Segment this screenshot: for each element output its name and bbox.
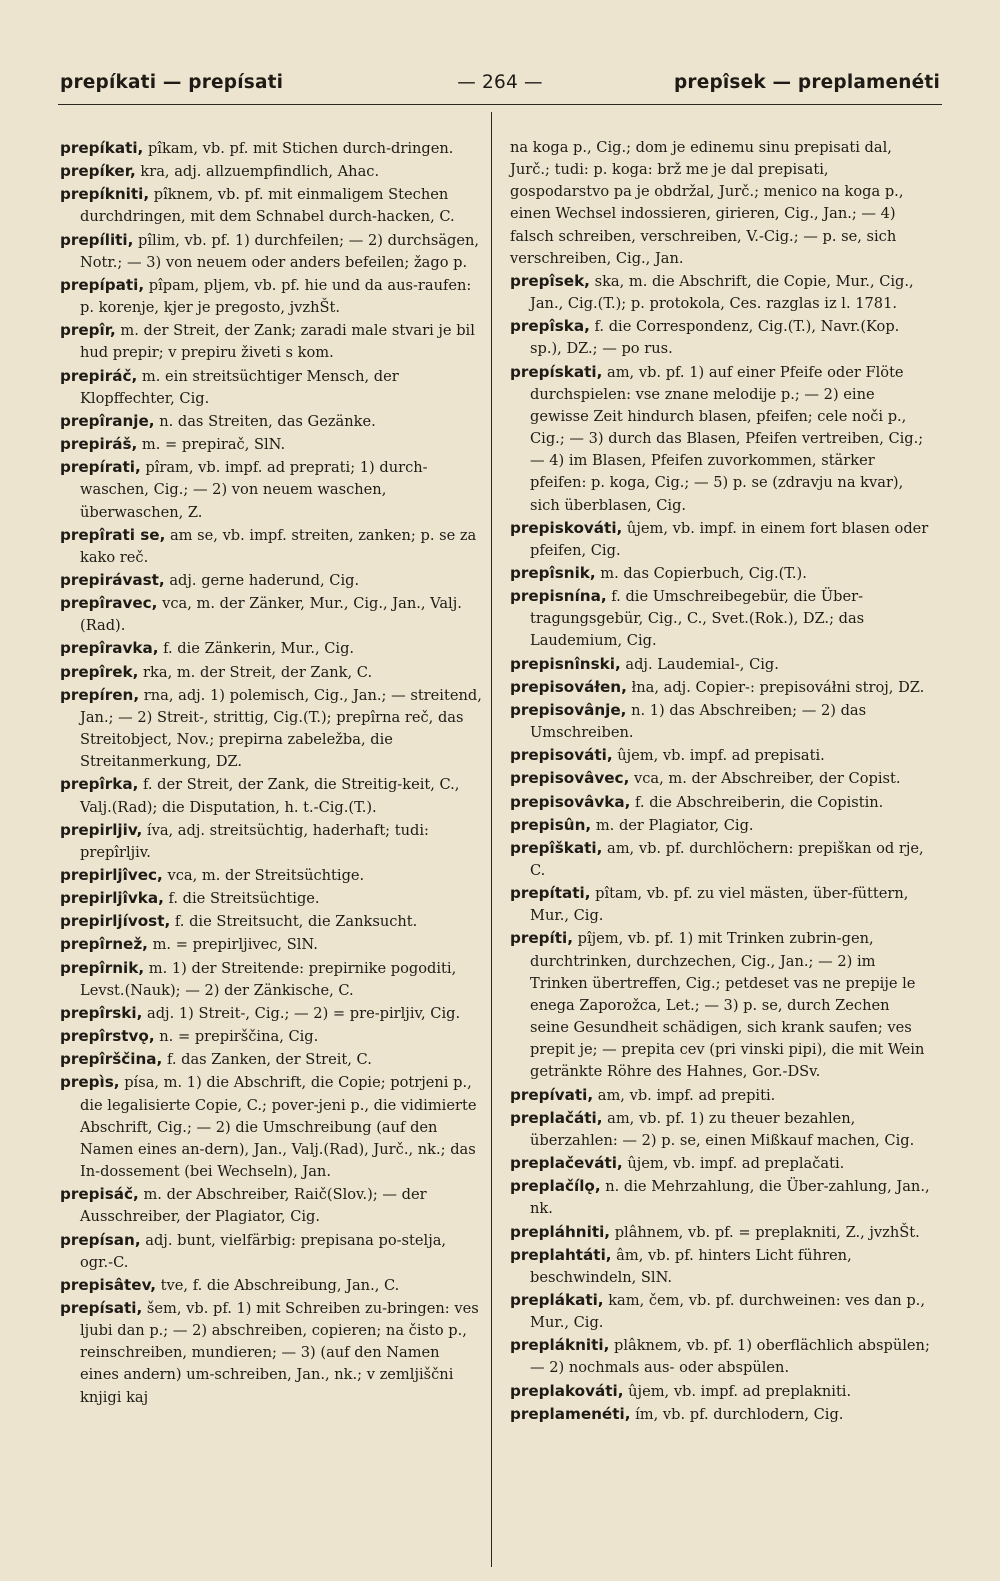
entry-definition: písa, m. 1) die Abschrift, die Copie; potrjeni p., die legalisierte Copie, C.; pover-jeni p., die vidimierte Abschrift, Cig.; — 2) die Umschreibung (auf den Namen eines an-dern), Jan., Valj.(Rad), Jurč., nk.; das In-dossement (bei Wechseln), Jan. bbox=[80, 1074, 477, 1181]
entry-definition: rka, m. der Streit, der Zank, C. bbox=[138, 663, 373, 681]
dictionary-entry bbox=[510, 1175, 932, 1220]
dictionary-entry bbox=[60, 957, 482, 1002]
dictionary-entry bbox=[510, 517, 932, 562]
dictionary-entry bbox=[510, 1289, 932, 1334]
dictionary-entry bbox=[510, 1334, 932, 1379]
entry-definition: n. die Mehrzahlung, die Über-zahlung, Jan., nk. bbox=[530, 1178, 930, 1218]
entry-definition: vca, m. der Zänker, Mur., Cig., Jan., Valj.(Rad). bbox=[80, 595, 462, 635]
entry-headword: prepisnína, bbox=[510, 587, 607, 606]
entry-definition: m. = prepirljivec, SlN. bbox=[147, 936, 318, 954]
dictionary-entry bbox=[60, 319, 482, 364]
left-column bbox=[60, 137, 482, 1409]
dictionary-entry bbox=[60, 933, 482, 956]
entry-definition: am se, vb. impf. streiten, zanken; p. se za kako reč. bbox=[80, 526, 477, 566]
right-column bbox=[510, 137, 932, 1426]
entry-headword: prepisáč, bbox=[60, 1185, 139, 1204]
entry-definition: am, vb. impf. ad prepiti. bbox=[593, 1086, 776, 1104]
entry-definition: f. die Umschreibegebür, die Über-tragungsgebür, Cig., C., Svet.(Rok.), DZ.; das Laudemium, Cig. bbox=[530, 588, 865, 650]
entry-headword: preplačáti, bbox=[510, 1108, 603, 1127]
dictionary-entry bbox=[60, 137, 482, 160]
entry-headword: prepîranje, bbox=[60, 411, 155, 430]
entry-definition: âm, vb. pf. hinters Licht führen, beschwindeln, SlN. bbox=[530, 1246, 852, 1286]
entry-headword: prepirávast, bbox=[60, 570, 165, 589]
dictionary-entry bbox=[510, 1221, 932, 1244]
entry-definition: ûjem, vb. impf. ad preplakniti. bbox=[623, 1382, 852, 1400]
entry-definition: am, vb. pf. 1) zu theuer bezahlen, überzahlen: — 2) p. se, einen Mißkauf machen, Cig. bbox=[530, 1109, 915, 1149]
entry-headword: prepísan, bbox=[60, 1230, 141, 1249]
entry-headword: prepîr, bbox=[60, 321, 116, 340]
entry-headword: prepîravka, bbox=[60, 639, 159, 658]
entry-headword: prepíren, bbox=[60, 685, 140, 704]
dictionary-entry bbox=[510, 1084, 932, 1107]
entry-headword: preplákati, bbox=[510, 1290, 604, 1309]
entry-headword: prepirljîvka, bbox=[60, 889, 164, 908]
entry-headword: prepirljiv, bbox=[60, 820, 143, 839]
dictionary-entry bbox=[60, 1183, 482, 1228]
entry-headword: prepîrščina, bbox=[60, 1050, 163, 1069]
entry-headword: prepláhniti, bbox=[510, 1222, 611, 1241]
dictionary-entry bbox=[510, 1380, 932, 1403]
entry-definition: adj. Laudemial-, Cig. bbox=[620, 655, 779, 673]
entry-headword: prepíkniti, bbox=[60, 185, 150, 204]
dictionary-entry bbox=[60, 1297, 482, 1409]
dictionary-entry bbox=[510, 814, 932, 837]
entry-headword: prepîrski, bbox=[60, 1003, 143, 1022]
entry-definition: f. die Zänkerin, Mur., Cig. bbox=[158, 640, 355, 658]
entry-headword: prepísati, bbox=[60, 1298, 143, 1317]
entry-headword: prepisováti, bbox=[510, 746, 613, 765]
dictionary-entry bbox=[60, 229, 482, 274]
entry-headword: prepisovâvka, bbox=[510, 792, 631, 811]
entry-headword: prepíliti, bbox=[60, 230, 134, 249]
entry-headword: prepîravec, bbox=[60, 594, 158, 613]
header-right-guideword: prepîsek — preplamenéti bbox=[673, 72, 940, 93]
entry-definition: am, vb. pf. durchlöchern: prepiškan od rje, C. bbox=[530, 839, 924, 879]
dictionary-entry bbox=[60, 819, 482, 864]
dictionary-entry bbox=[510, 791, 932, 814]
entry-headword: prepíti, bbox=[510, 929, 573, 948]
entry-definition: adj. bunt, vielfärbig: prepisana po-stelja, ogr.-C. bbox=[80, 1231, 447, 1271]
dictionary-entry bbox=[60, 887, 482, 910]
entry-definition: ûjem, vb. impf. in einem fort blasen oder pfeifen, Cig. bbox=[530, 519, 929, 559]
dictionary-entry bbox=[60, 1071, 482, 1183]
dictionary-entry bbox=[60, 661, 482, 684]
dictionary-entry bbox=[60, 1274, 482, 1297]
dictionary-entry bbox=[60, 1048, 482, 1071]
dictionary-entry bbox=[60, 1025, 482, 1048]
dictionary-entry bbox=[510, 1152, 932, 1175]
dictionary-entry bbox=[510, 927, 932, 1083]
dictionary-entry bbox=[60, 773, 482, 818]
dictionary-entry bbox=[510, 653, 932, 676]
entry-headword: prepisovâvec, bbox=[510, 769, 630, 788]
dictionary-entry bbox=[510, 676, 932, 699]
dictionary-entry bbox=[510, 1403, 932, 1426]
entry-definition: f. die Streitsucht, die Zanksucht. bbox=[170, 913, 418, 931]
entry-definition: pîknem, vb. pf. mit einmaligem Stechen durchdringen, mit dem Schnabel durch-hacken, C. bbox=[80, 186, 455, 226]
entry-definition: šem, vb. pf. 1) mit Schreiben zu-bringen: ves ljubi dan p.; — 2) abschreiben, copieren; na čisto p., reinschreiben, mundieren; — 3) (auf den Namen eines andern) um-schreiben, Jan., nk.; v zemljiščni knjigi kaj bbox=[80, 1299, 479, 1406]
entry-headword: prepípati, bbox=[60, 275, 145, 294]
entry-definition: pîpam, pljem, vb. pf. hie und da aus-raufen: p. korenje, kjer je pregosto, jvzhŠt. bbox=[80, 276, 472, 317]
entry-definition: f. die Abschreiberin, die Copistin. bbox=[630, 793, 884, 811]
entry-headword: prepiráš, bbox=[60, 435, 138, 454]
entry-headword: prepisováłen, bbox=[510, 677, 627, 696]
entry-headword: prepirljívost, bbox=[60, 912, 171, 931]
entry-definition: f. das Zanken, der Streit, C. bbox=[162, 1051, 372, 1069]
entry-definition: f. die Correspondenz, Cig.(T.), Navr.(Kop. sp.), DZ.; — po rus. bbox=[530, 318, 900, 358]
dictionary-entry bbox=[60, 410, 482, 433]
entry-definition: rna, adj. 1) polemisch, Cig., Jan.; — streitend, Jan.; — 2) Streit-, strittig, Cig.(T.); prepîrna reč, das Streitobject, Nov.; prepirna zabeležba, die Streitanmerkung, DZ. bbox=[80, 686, 482, 771]
entry-definition: pîkam, vb. pf. mit Stichen durch-dringen. bbox=[143, 140, 454, 157]
dictionary-entry bbox=[60, 160, 482, 183]
entry-definition: adj. 1) Streit-, Cig.; — 2) = pre-pirljiv, Cig. bbox=[142, 1004, 461, 1022]
entry-headword: prepîrnež, bbox=[60, 935, 148, 954]
dictionary-entry bbox=[60, 456, 482, 523]
entry-definition: kam, čem, vb. pf. durchweinen: ves dan p., Mur., Cig. bbox=[530, 1291, 925, 1332]
dictionary-entry bbox=[510, 837, 932, 882]
dictionary-entry bbox=[60, 910, 482, 933]
entry-headword: prepiráč, bbox=[60, 366, 138, 385]
dictionary-entry bbox=[60, 183, 482, 228]
entry-definition: ûjem, vb. impf. ad prepisati. bbox=[612, 747, 825, 765]
dictionary-entry bbox=[510, 744, 932, 767]
entry-headword: prepirljîvec, bbox=[60, 866, 163, 884]
entry-headword: prepîrnik, bbox=[60, 958, 145, 977]
entry-definition: m. ein streitsüchtiger Mensch, der Klopffechter, Cig. bbox=[80, 367, 399, 407]
entry-headword: prepîškati, bbox=[510, 838, 603, 857]
entry-definition: íva, adj. streitsüchtig, haderhaft; tudi: prepîrljiv. bbox=[80, 821, 429, 861]
entry-headword: prepìs, bbox=[60, 1073, 120, 1092]
entry-headword: prepisûn, bbox=[510, 815, 592, 834]
entry-definition: m. 1) der Streitende: prepirnike pogoditi, Levst.(Nauk); — 2) der Zänkische, C. bbox=[80, 959, 457, 999]
dictionary-entry bbox=[60, 592, 482, 637]
entry-headword: preplamenéti, bbox=[510, 1404, 631, 1423]
entry-headword: preplačílǫ, bbox=[510, 1177, 601, 1196]
entry-definition: pîlim, vb. pf. 1) durchfeilen; — 2) durchsägen, Notr.; — 3) von neuem oder anders befeilen; žago p. bbox=[80, 231, 480, 271]
entry-headword: prepískati, bbox=[510, 362, 603, 381]
dictionary-entry bbox=[510, 585, 932, 652]
entry-definition: pîram, vb. impf. ad preprati; 1) durch-waschen, Cig.; — 2) von neuem waschen, überwaschen, Z. bbox=[80, 459, 428, 521]
dictionary-entry bbox=[60, 569, 482, 592]
entry-headword: prepisâtev, bbox=[60, 1275, 157, 1294]
entry-definition: n. das Streiten, das Gezänke. bbox=[154, 412, 376, 430]
column-divider bbox=[491, 112, 492, 1567]
dictionary-entry bbox=[510, 562, 932, 585]
entry-headword: prepîrek, bbox=[60, 662, 139, 681]
entry-definition: ûjem, vb. impf. ad preplačati. bbox=[622, 1155, 845, 1173]
dictionary-entry bbox=[60, 1002, 482, 1025]
entry-headword: prepîsnik, bbox=[510, 563, 596, 582]
entry-definition: ím, vb. pf. durchlodern, Cig. bbox=[630, 1405, 844, 1423]
entry-definition: f. die Streitsüchtige. bbox=[163, 890, 320, 908]
page-header bbox=[60, 66, 940, 100]
entry-headword: preplakováti, bbox=[510, 1381, 624, 1400]
dictionary-entry bbox=[60, 684, 482, 774]
entry-definition: plâhnem, vb. pf. = preplakniti, Z., jvzhŠt. bbox=[610, 1223, 920, 1241]
entry-headword: prepîrstvǫ, bbox=[60, 1027, 155, 1046]
entry-definition: vca, m. der Abschreiber, der Copist. bbox=[629, 770, 901, 788]
entry-definition: am, vb. pf. 1) auf einer Pfeife oder Flöte durchspielen: vse znane melodije p.; — 2) eine gewisse Zeit hindurch blasen, pfeifen; cele noči p., Cig.; — 3) durch das Blasen, Pfeifen vertreiben, Cig.; — 4) im Blasen, Pfeifen zuvorkommen, stärker pfeifen: p. koga, Cig.; — 5) p. se (zdravju na kvar), sich überblasen, Cig. bbox=[530, 363, 924, 514]
entry-definition: m. der Streit, der Zank; zaradi male stvari je bil hud prepir; v prepiru živeti s kom. bbox=[80, 322, 475, 362]
entry-definition: pîtam, vb. pf. zu viel mästen, über-füttern, Mur., Cig. bbox=[530, 885, 909, 925]
dictionary-entry bbox=[60, 433, 482, 456]
entry-definition: vca, m. der Streitsüchtige. bbox=[162, 867, 365, 884]
entry-definition: adj. gerne haderund, Cig. bbox=[164, 571, 360, 589]
dictionary-entry bbox=[510, 361, 932, 517]
dictionary-entry bbox=[60, 637, 482, 660]
entry-headword: prepívati, bbox=[510, 1085, 594, 1104]
entry-headword: prepîrati se, bbox=[60, 525, 166, 544]
dictionary-entry bbox=[60, 274, 482, 319]
entry-definition: m. der Abschreiber, Raič(Slov.); — der Ausschreiber, der Plagiator, Cig. bbox=[80, 1186, 427, 1226]
dictionary-entry bbox=[510, 270, 932, 315]
entry-headword: preplahtáti, bbox=[510, 1245, 612, 1264]
entry-definition: plâknem, vb. pf. 1) oberflächlich abspülen; — 2) nochmals aus- oder abspülen. bbox=[530, 1337, 930, 1377]
entry-headword: preplákniti, bbox=[510, 1336, 610, 1355]
entry-headword: prepítati, bbox=[510, 884, 591, 903]
dictionary-entry bbox=[60, 524, 482, 569]
entry-headword: prepíkati, bbox=[60, 139, 144, 157]
entry-headword: prepisnînski, bbox=[510, 654, 621, 673]
dictionary-entry bbox=[510, 137, 932, 270]
dictionary-entry bbox=[510, 315, 932, 360]
entry-definition: tve, f. die Abschreibung, Jan., C. bbox=[156, 1276, 400, 1294]
entry-definition: m. = prepirač, SlN. bbox=[137, 436, 286, 454]
entry-headword: prepîska, bbox=[510, 317, 590, 336]
entry-headword: prepiskováti, bbox=[510, 518, 623, 537]
entry-headword: prepisovânje, bbox=[510, 700, 627, 719]
header-left-guideword: prepíkati — prepísati bbox=[60, 72, 284, 93]
dictionary-entry bbox=[510, 1107, 932, 1152]
dictionary-entry bbox=[60, 1229, 482, 1274]
entry-headword: prepíker, bbox=[60, 162, 136, 181]
entry-definition: kra, adj. allzuempfindlich, Ahac. bbox=[135, 163, 380, 181]
entry-definition: m. das Copierbuch, Cig.(T.). bbox=[595, 564, 807, 582]
dictionary-entry bbox=[510, 767, 932, 790]
entry-definition: n. 1) das Abschreiben; — 2) das Umschreiben. bbox=[530, 701, 867, 742]
entry-headword: prepîsek, bbox=[510, 271, 590, 290]
entry-definition: łna, adj. Copier-: prepisováłni stroj, DZ. bbox=[626, 678, 925, 696]
entry-headword: prepîrka, bbox=[60, 775, 139, 794]
entry-headword: prepírati, bbox=[60, 458, 141, 477]
dictionary-entry bbox=[510, 882, 932, 927]
entry-headword: preplačeváti, bbox=[510, 1154, 623, 1173]
entry-definition: ska, m. die Abschrift, die Copie, Mur., Cig., Jan., Cig.(T.); p. protokola, Ces. razglas iz l. 1781. bbox=[530, 272, 914, 313]
dictionary-entry bbox=[60, 864, 482, 887]
entry-definition: m. der Plagiator, Cig. bbox=[591, 816, 754, 834]
entry-definition: pîjem, vb. pf. 1) mit Trinken zubrin-gen, durchtrinken, durchzechen, Cig., Jan.; — 2) im Trinken übertreffen, Cig.; petdeset vas ne prepije le enega Zaporožca, Let.; — 3) p. se, durch Zechen seine Gesundheit schädigen, sich krank saufen; ves prepit je; — prepita cev (pri vinski pipi), die mit Wein getränkte Röhre des Hahnes, Gor.-DSv. bbox=[530, 930, 925, 1081]
entry-definition: na koga p., Cig.; dom je edinemu sinu prepisati dal, Jurč.; tudi: p. koga: brž me je dal prepisati, gospodarstvo pa je obdržal, Jurč.; menico na koga p., einen Wechsel indossieren, girieren, Cig., Jan.; — 4) falsch schreiben, verschreiben, V.-Cig.; — p. se, sich verschreiben, Cig., Jan. bbox=[510, 139, 904, 267]
entry-definition: n. = prepirščina, Cig. bbox=[154, 1028, 319, 1046]
dictionary-entry bbox=[510, 1244, 932, 1289]
entry-definition: f. der Streit, der Zank, die Streitig-keit, C., Valj.(Rad); die Disputation, h. t.-Cig.(T.). bbox=[80, 776, 460, 816]
page-number: — 264 — bbox=[457, 72, 543, 93]
header-rule bbox=[58, 104, 942, 105]
dictionary-entry bbox=[510, 699, 932, 744]
dictionary-entry bbox=[60, 365, 482, 410]
